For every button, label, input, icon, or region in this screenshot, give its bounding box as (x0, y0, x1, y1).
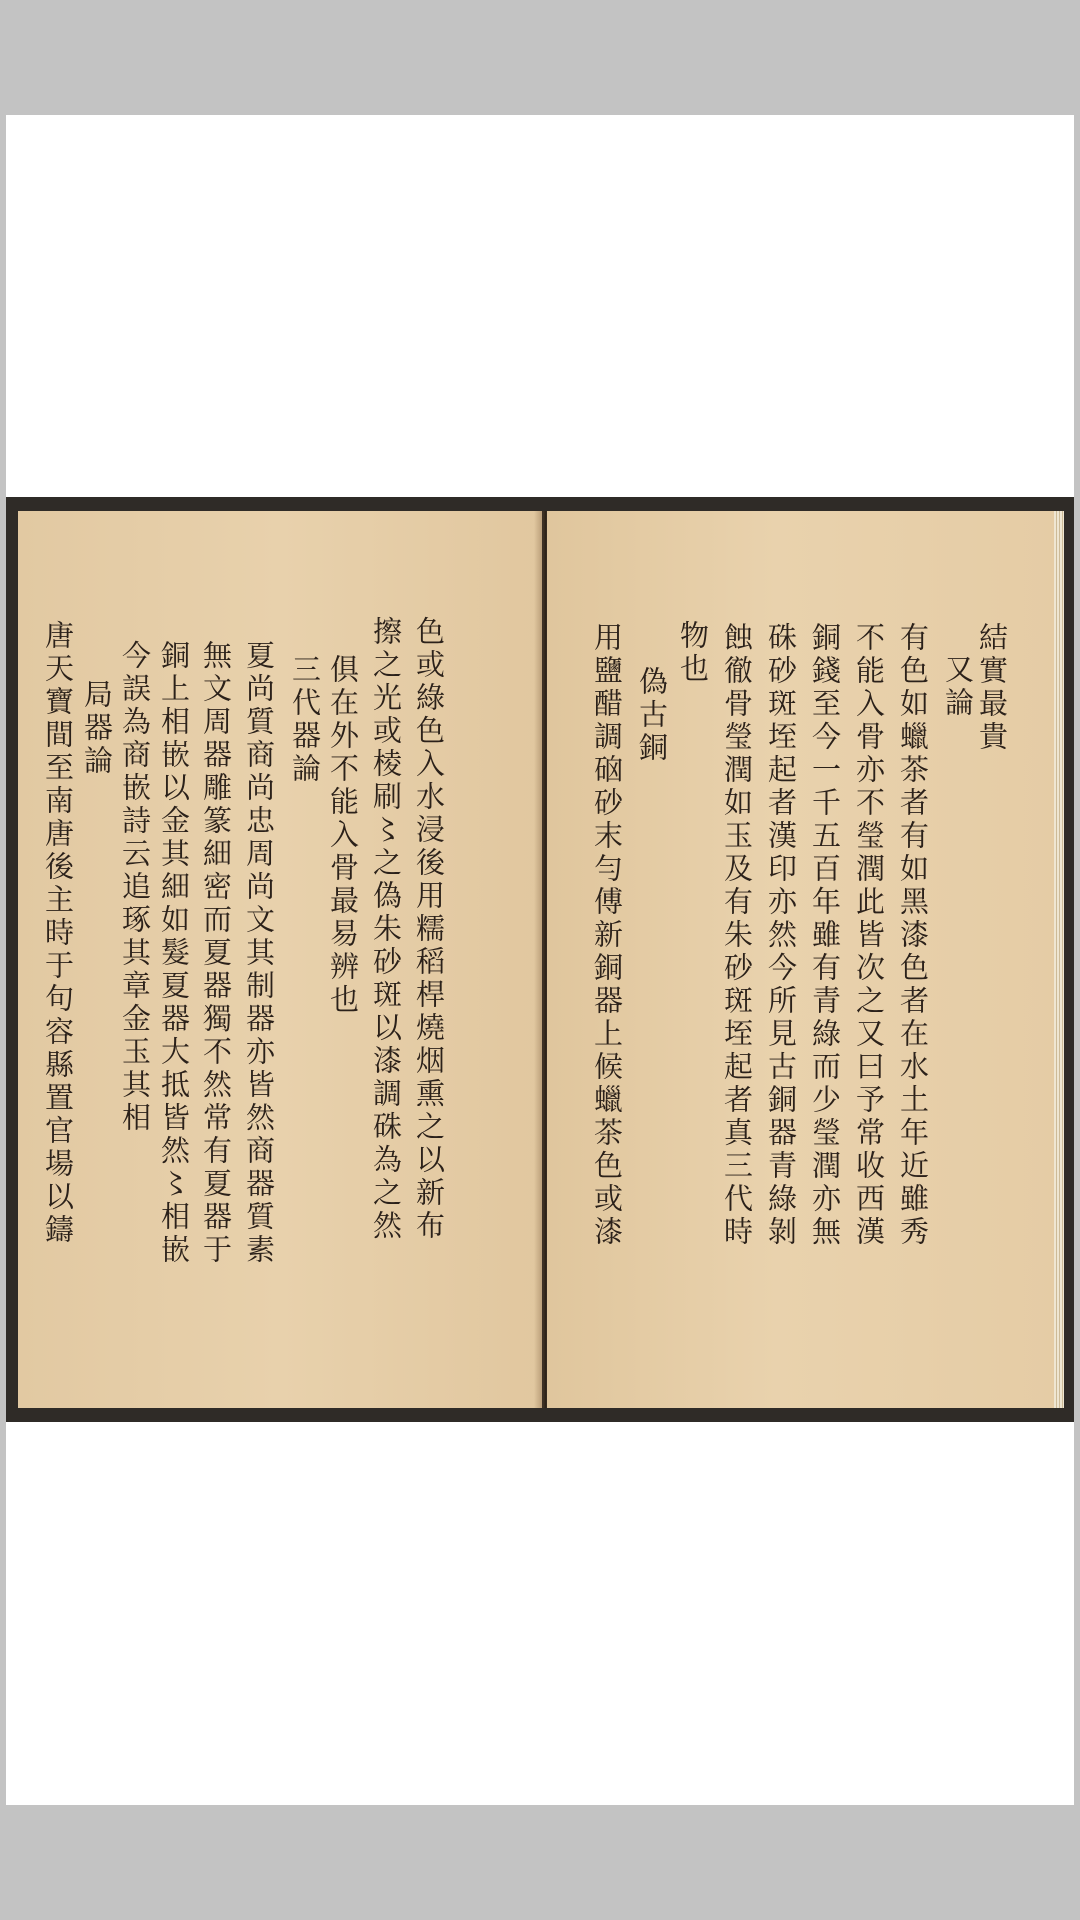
text-column: 蝕徹骨瑩潤如玉及有朱砂斑垤起者真三代時 (720, 622, 754, 1249)
text-column: 硃砂斑垤起者漢印亦然今所見古銅器青綠剝 (764, 622, 798, 1249)
text-column: 色或綠色入水浸後用糯稻桿燒烟熏之以新布 (412, 616, 446, 1243)
text-column: 無文周器雕篆細密而夏器獨不然常有夏器于 (199, 640, 233, 1267)
text-column: 今誤為商嵌詩云追琢其章金玉其相 (118, 640, 152, 1135)
section-heading: 三代器論 (288, 654, 322, 786)
text-column: 俱在外不能入骨最易辨也 (326, 654, 360, 1017)
page-edges (1054, 511, 1064, 1408)
book-scan-image (6, 497, 1074, 1422)
section-heading: 偽古銅 (635, 666, 669, 765)
text-column: 銅上相嵌以金其細如髮夏器大抵皆然〻相嵌 (157, 640, 191, 1267)
text-column: 銅錢至今一千五百年雖有青綠而少瑩潤亦無 (808, 622, 842, 1249)
text-column: 物也 (676, 620, 710, 686)
text-column: 唐天寶間至南唐後主時于句容縣置官場以鑄 (41, 620, 75, 1247)
text-column: 夏尚質商尚忠周尚文其制器亦皆然商器質素 (242, 640, 276, 1267)
text-column: 結實最貴 (975, 622, 1009, 754)
text-column: 用鹽醋調硇砂末勻傅新銅器上候蠟茶色或漆 (590, 622, 624, 1249)
right-page (547, 511, 1058, 1408)
text-column: 有色如蠟茶者有如黑漆色者在水土年近雖秀 (896, 622, 930, 1249)
section-heading: 局器論 (80, 679, 114, 778)
text-column: 不能入骨亦不瑩潤此皆次之又曰予常收西漢 (852, 622, 886, 1249)
section-heading: 又論 (941, 654, 975, 720)
left-page (18, 511, 542, 1408)
text-column: 擦之光或棱刷〻之偽朱砂斑以漆調硃為之然 (369, 616, 403, 1243)
